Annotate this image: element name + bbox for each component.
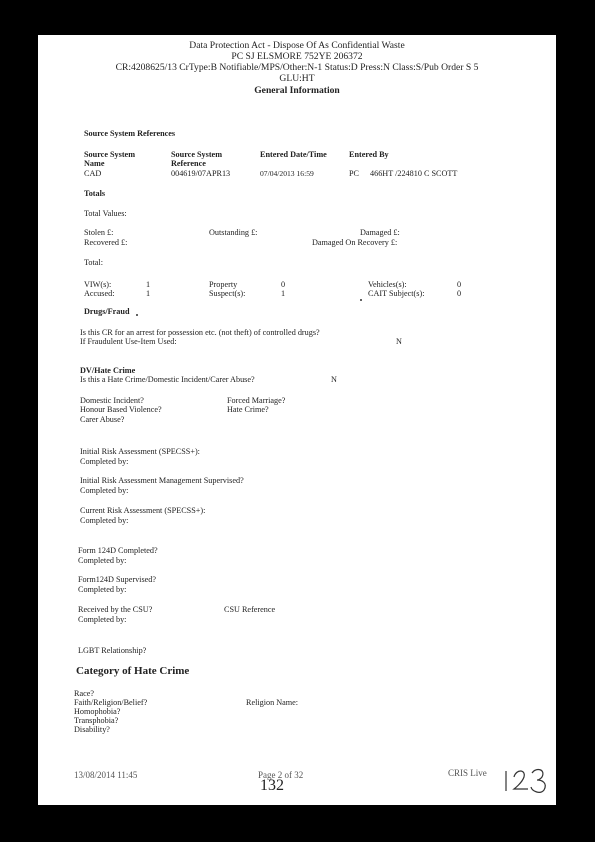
faith: Faith/Religion/Belief? xyxy=(74,698,148,707)
hate-crime-question: Is this a Hate Crime/Domestic Incident/Carer Abuse? xyxy=(80,375,255,384)
suspects-value: 1 xyxy=(281,289,286,298)
property-label: Property xyxy=(209,280,238,289)
religion-name: Religion Name: xyxy=(246,698,299,707)
vehicles-label: Vehicles(s): xyxy=(368,280,407,289)
handwritten-number-icon xyxy=(502,765,556,795)
drugs-heading: Drugs/Fraud xyxy=(84,307,130,316)
confidential-notice: Data Protection Act - Dispose Of As Confidential Waste xyxy=(189,40,405,51)
col-source-ref: Source System xyxy=(171,150,223,159)
outstanding-label: Outstanding £: xyxy=(209,228,258,237)
print-date: 13/08/2014 11:45 xyxy=(74,770,138,780)
cait-label: CAIT Subject(s): xyxy=(368,289,425,298)
suspects-label: Suspect(s): xyxy=(209,289,246,298)
accused-label: Accused: xyxy=(84,289,115,298)
glu-line: GLU:HT xyxy=(279,73,315,84)
current-risk-by: Completed by: xyxy=(80,516,129,525)
vehicles-value: 0 xyxy=(457,280,462,289)
property-value: 0 xyxy=(281,280,286,289)
category-heading: Category of Hate Crime xyxy=(76,665,190,677)
initial-risk: Initial Risk Assessment (SPECSS+): xyxy=(80,447,200,456)
drugs-question: Is this CR for an arrest for possession etc. (not theft) of controlled drugs? xyxy=(80,328,320,337)
damaged-on-recovery-label: Damaged On Recovery £: xyxy=(312,238,398,247)
viw-label: VIW(s): xyxy=(84,280,112,289)
csu-reference: CSU Reference xyxy=(224,605,276,614)
form124d-supervised-by: Completed by: xyxy=(78,585,127,594)
initial-risk-by: Completed by: xyxy=(80,457,129,466)
source-name-value: CAD xyxy=(84,169,102,178)
lgbt-relationship: LGBT Relationship? xyxy=(78,646,147,655)
fraud-question: If Fraudulent Use-Item Used: xyxy=(80,337,177,346)
accused-value: 1 xyxy=(146,289,151,298)
officer-line: PC SJ ELSMORE 752YE 206372 xyxy=(231,51,363,62)
hate-crime-answer: N xyxy=(331,375,337,384)
transphobia: Transphobia? xyxy=(74,716,119,725)
page-number: Page 2 of 32 xyxy=(258,770,304,780)
stray-mark xyxy=(360,299,362,301)
entered-datetime-value: 07/04/2013 16:59 xyxy=(260,169,314,178)
form124d-supervised: Form124D Supervised? xyxy=(78,575,157,584)
col-source-name: Source System xyxy=(84,150,136,159)
source-refs-heading: Source System References xyxy=(84,129,176,138)
domestic-incident: Domestic Incident? xyxy=(80,396,144,405)
risk-mgmt-by: Completed by: xyxy=(80,486,129,495)
damaged-label: Damaged £: xyxy=(360,228,400,237)
source-ref-value: 004619/07APR13 xyxy=(171,169,231,178)
stolen-label: Stolen £: xyxy=(84,228,114,237)
form124d-by: Completed by: xyxy=(78,556,127,565)
forced-marriage: Forced Marriage? xyxy=(227,396,286,405)
crime-reference-line: CR:4208625/13 CrType:B Notifiable/MPS/Other:N-1 Status:D Press:N Class:S/Pub Order S 5 xyxy=(115,62,479,73)
page-title: General Information xyxy=(254,85,340,96)
form124d: Form 124D Completed? xyxy=(78,546,158,555)
current-risk: Current Risk Assessment (SPECSS+): xyxy=(80,506,206,515)
csu-received: Received by the CSU? xyxy=(78,605,153,614)
dv-heading: DV/Hate Crime xyxy=(80,366,136,375)
viw-value: 1 xyxy=(146,280,151,289)
document-page xyxy=(38,35,556,805)
race: Race? xyxy=(74,689,94,698)
total-label: Total: xyxy=(84,258,103,267)
honour-violence: Honour Based Violence? xyxy=(80,405,162,414)
entered-by-rank: PC xyxy=(349,169,360,178)
entered-by-id: 466HT /224810 C SCOTT xyxy=(370,169,458,178)
disability: Disability? xyxy=(74,725,110,734)
carer-abuse: Carer Abuse? xyxy=(80,415,125,424)
fraud-answer: N xyxy=(396,337,402,346)
total-values-label: Total Values: xyxy=(84,209,127,218)
stray-mark-2 xyxy=(136,314,138,316)
system-name: CRIS Live xyxy=(448,768,487,778)
risk-mgmt: Initial Risk Assessment Management Supervised? xyxy=(80,476,244,485)
totals-heading: Totals xyxy=(84,189,106,198)
col-entered-datetime: Entered Date/Time xyxy=(260,150,327,159)
col-source-ref-2: Reference xyxy=(171,159,206,168)
recovered-label: Recovered £: xyxy=(84,238,128,247)
hate-crime: Hate Crime? xyxy=(227,405,269,414)
csu-by: Completed by: xyxy=(78,615,127,624)
col-entered-by: Entered By xyxy=(349,150,389,159)
homophobia: Homophobia? xyxy=(74,707,121,716)
col-source-name-2: Name xyxy=(84,159,105,168)
stamp-number: 132 xyxy=(260,777,284,794)
cait-value: 0 xyxy=(457,289,462,298)
